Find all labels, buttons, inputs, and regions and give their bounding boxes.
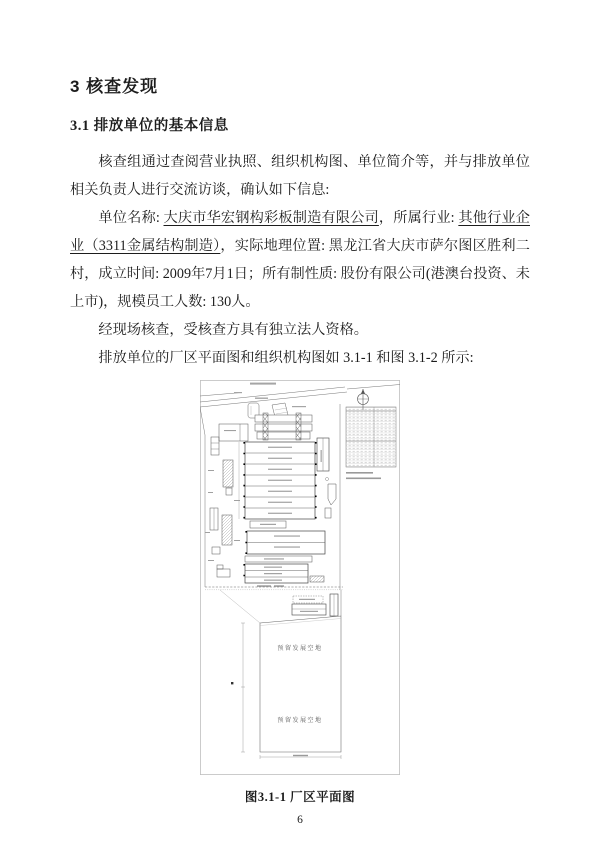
section-heading: 3 核查发现 — [70, 77, 159, 96]
industry-label: ，所属行业: — [378, 210, 459, 226]
legend-table — [346, 407, 396, 467]
company-name: 大庆市华宏钢构彩板制造有限公司 — [163, 210, 379, 226]
industry-name: 其他行业企业（3311金属结构制造） — [70, 210, 530, 254]
subsection-heading: 3.1 排放单位的基本信息 — [70, 118, 229, 134]
site-plan-figure — [200, 380, 400, 805]
main-workshop-block-2 — [246, 531, 325, 554]
reserved-area-label: 预留发展空地 — [277, 718, 323, 724]
reserved-area — [260, 616, 341, 752]
page-number: 6 — [297, 814, 303, 826]
main-workshop-block-1 — [239, 442, 316, 519]
single-bay — [245, 556, 312, 562]
unit-name-label: 单位名称: — [98, 210, 164, 226]
paragraph-4: 排放单位的厂区平面图和组织机构图如 3.1-1 和图 3.1-2 所示: — [98, 350, 474, 366]
reserved-area-label: 预留发展空地 — [277, 646, 323, 652]
paragraph-2 — [70, 204, 530, 316]
site-plan-drawing — [200, 380, 400, 775]
small-bay — [250, 521, 286, 528]
unit-details: ，实际地理位置: 黑龙江省大庆市萨尔图区胜利二村，成立时间: 2009年7月1日；所有制性质: 股份有限公司(港澳台投资、未上市)，规模员工人数: 130人。 — [70, 238, 530, 310]
paragraph-1: 核查组通过查阅营业执照、组织机构图、单位简介等，并与排放单位相关负责人进行交流访谈，确认如下信息: — [70, 154, 530, 198]
figure-caption: 图3.1-1 厂区平面图 — [244, 790, 356, 804]
paragraph-3: 经现场核查，受核查方具有独立法人资格。 — [98, 322, 368, 338]
body-text — [70, 148, 530, 372]
